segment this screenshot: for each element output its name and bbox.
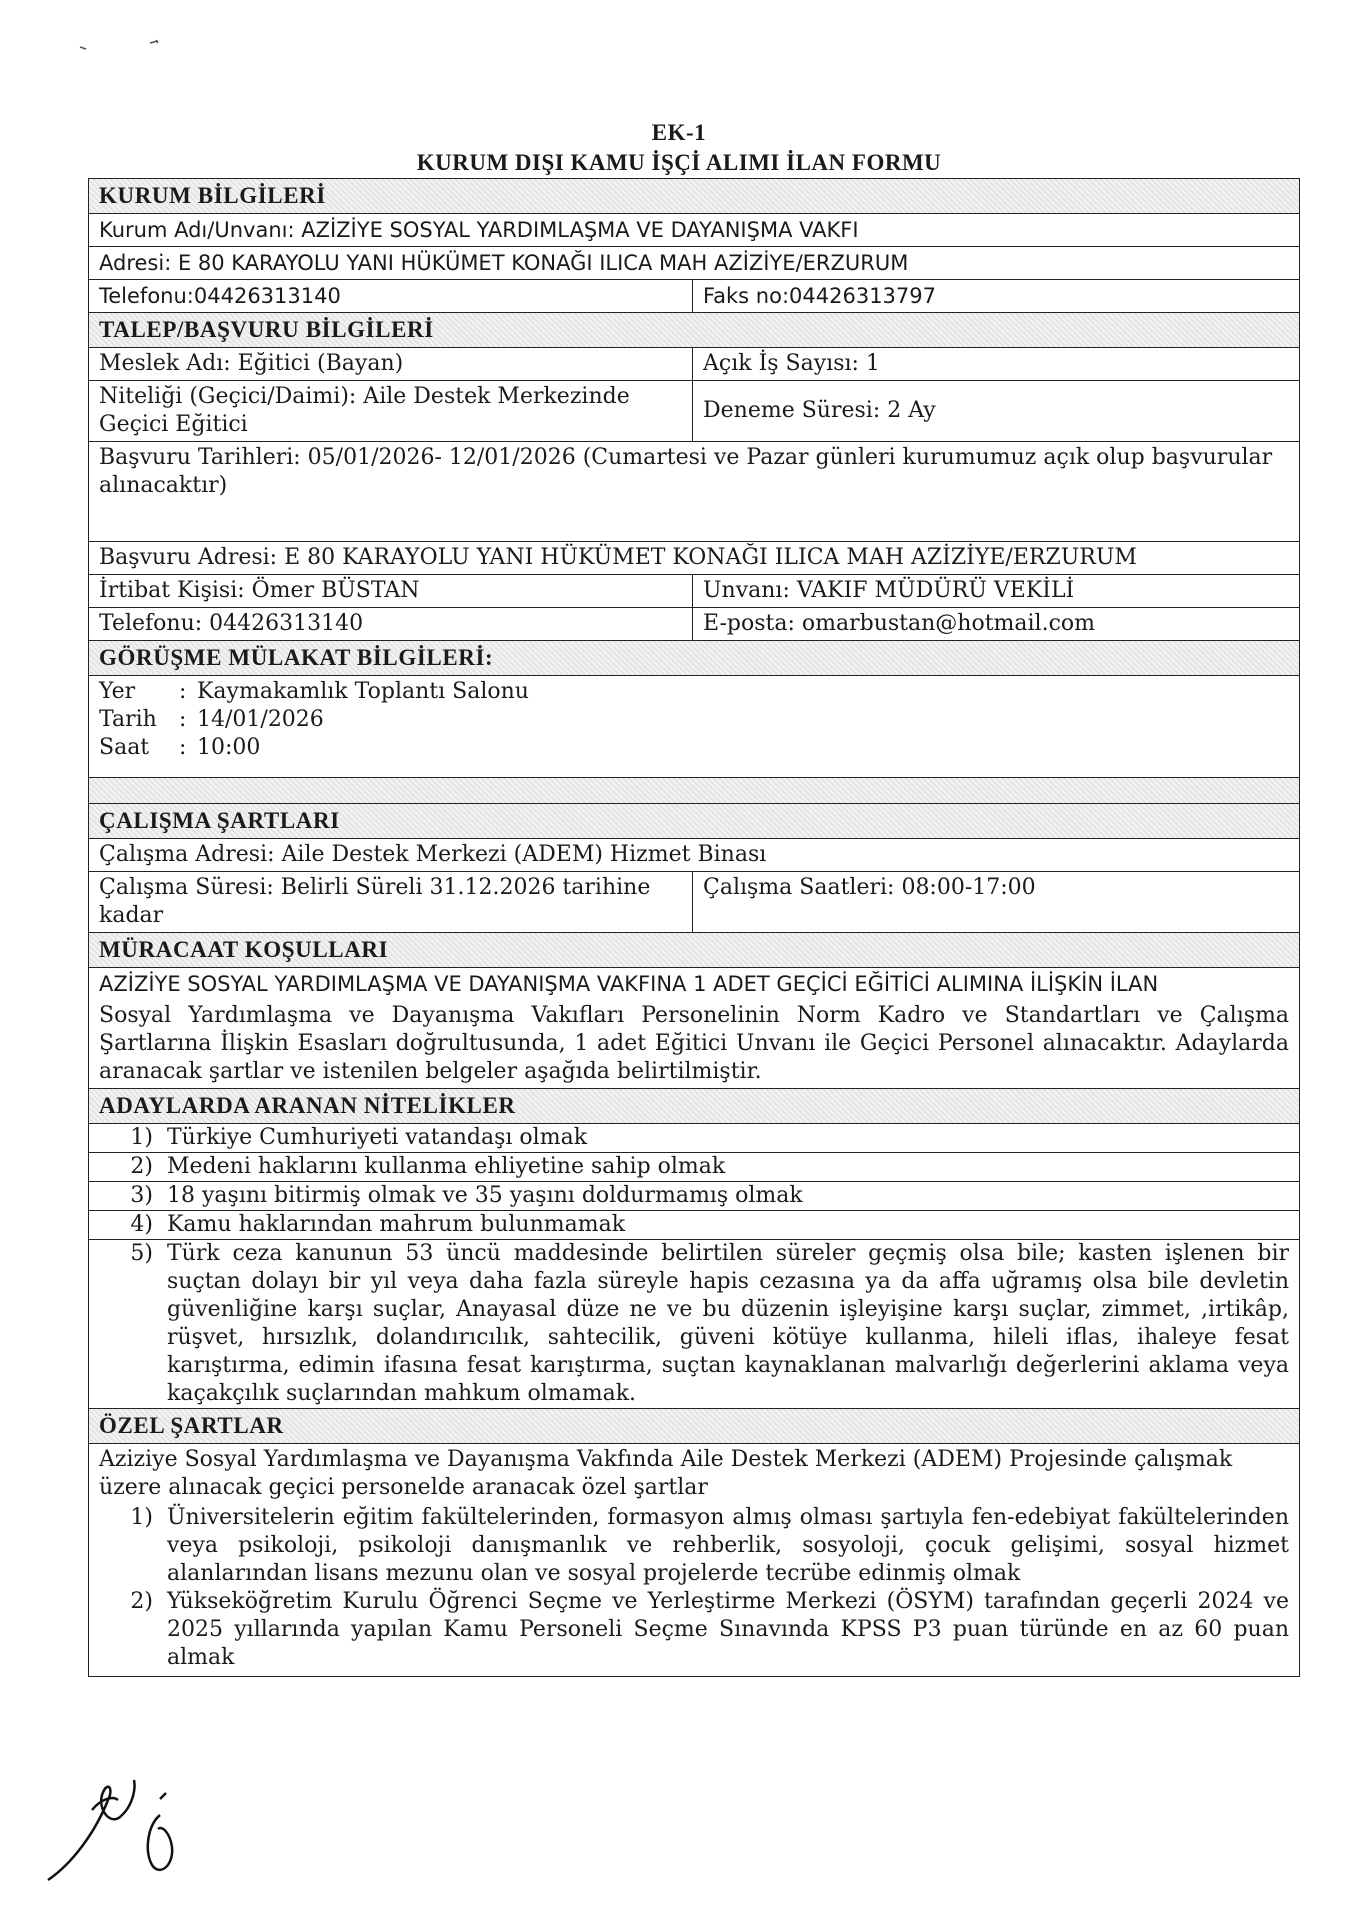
- list-item: [89, 1240, 1299, 1408]
- nature-row: [89, 381, 1299, 442]
- list-item-number: 2): [130, 1589, 153, 1614]
- section-header-calisma: ÇALIŞMA ŞARTLARI: [89, 804, 1299, 839]
- contact-phone: Telefonu: 04426313140: [89, 608, 693, 640]
- interview-time: Saat : 10:00: [99, 735, 261, 760]
- occupation-row: [89, 348, 1299, 381]
- work-address: Çalışma Adresi: Aile Destek Merkezi (ADEM) Hizmet Binası: [89, 839, 1299, 872]
- contact-person: İrtibat Kişisi: Ömer BÜSTAN: [89, 575, 693, 607]
- qualifications-list: [89, 1124, 1299, 1409]
- list-item-text: Medeni haklarını kullanma ehliyetine sahip olmak: [167, 1154, 726, 1179]
- position-nature: Niteliği (Geçici/Daimi): Aile Destek Merkezinde Geçici Eğitici: [89, 381, 693, 441]
- list-item: [89, 1153, 1299, 1182]
- application-conditions: [89, 968, 1299, 1089]
- list-item-number: 3): [130, 1183, 153, 1208]
- institution-phone: Telefonu:04426313140: [89, 280, 693, 312]
- list-item-text: Kamu haklarından mahrum bulunmamak: [167, 1212, 626, 1237]
- contact-phone-row: [89, 608, 1299, 641]
- contact-title: Unvanı: VAKIF MÜDÜRÜ VEKİLİ: [703, 578, 1075, 603]
- announcement-text: Sosyal Yardımlaşma ve Dayanışma Vakıfları Personelinin Norm Kadro ve Standartları ve Çalışma Şartlarına İlişkin Esasları doğrultusunda, 1 adet Eğitici Unvanı ile Geçici Personel alınacaktır. Adaylarda aranacak şartlar ve istenilen belgeler aşağıda belirtilmiştir.: [99, 1003, 1289, 1084]
- interview-place: Yer : Kaymakamlık Toplantı Salonu: [99, 679, 529, 704]
- blank-shaded-row: [89, 778, 1299, 804]
- special-conditions: [89, 1444, 1299, 1677]
- list-item-number: 2): [130, 1154, 153, 1179]
- list-item: [89, 1182, 1299, 1211]
- list-item: [89, 1211, 1299, 1240]
- work-terms-row: [89, 872, 1299, 933]
- section-header-ozel: ÖZEL ŞARTLAR: [89, 1409, 1299, 1444]
- list-item-number: 1): [130, 1505, 153, 1530]
- work-duration: Çalışma Süresi: Belirli Süreli 31.12.2026 tarihine kadar: [89, 872, 693, 932]
- section-header-gorusme: GÖRÜŞME MÜLAKAT BİLGİLERİ:: [89, 641, 1299, 676]
- institution-address: Adresi: E 80 KARAYOLU YANI HÜKÜMET KONAĞI ILICA MAH AZİZİYE/ERZURUM: [89, 247, 1299, 280]
- list-item-number: 4): [130, 1212, 153, 1237]
- section-header-nitelikler: ADAYLARDA ARANAN NİTELİKLER: [89, 1089, 1299, 1124]
- form-title: KURUM DIŞI KAMU İŞÇİ ALIMI İLAN FORMU: [416, 150, 942, 175]
- occupation-name: Meslek Adı: Eğitici (Bayan): [89, 348, 693, 380]
- announcement-title: AZİZİYE SOSYAL YARDIMLAŞMA VE DAYANIŞMA VAKFINA 1 ADET GEÇİCİ EĞİTİCİ ALIMINA İLİŞKİN İLAN: [99, 972, 1159, 996]
- interview-date: Tarih : 14/01/2026: [99, 707, 324, 732]
- application-dates: Başvuru Tarihleri: 05/01/2026- 12/01/2026 (Cumartesi ve Pazar günleri kurumumuz açık olup başvurular alınacaktır): [89, 442, 1299, 542]
- list-item: [89, 1588, 1299, 1672]
- list-item-text: 18 yaşını bitirmiş olmak ve 35 yaşını doldurmamış olmak: [167, 1183, 803, 1208]
- list-item-text: Türk ceza kanunun 53 üncü maddesinde belirtilen süreler geçmiş olsa bile; kasten işlenen bir suçtan dolayı bir yıl veya daha fazla süreyle hapis cezasına ya da affa uğramış olsa bile devletin güvenliğine karşı suçlar, Anayasal düze ne ve bu düzenin işleyişine karşı suçlar, zimmet, ,irtikâp, rüşvet, hırsızlık, dolandırıcılık, sahtecilik, güveni kötüye kullanma, hileli iflas, ihaleye fesat karıştırma, edimin ifasına fesat karıştırma, suçtan kaynaklanan malvarlığı değerlerini aklama veya kaçakçılık suçlarından mahkum olmamak.: [167, 1241, 1289, 1406]
- form-code: EK-1: [651, 120, 707, 145]
- application-form: [88, 178, 1300, 1677]
- work-hours: Çalışma Saatleri: 08:00-17:00: [703, 875, 1036, 900]
- list-item: [89, 1504, 1299, 1588]
- list-item-number: 1): [130, 1125, 153, 1150]
- handwritten-signature: [40, 1755, 210, 1895]
- section-header-talep: TALEP/BAŞVURU BİLGİLERİ: [89, 313, 1299, 348]
- institution-name: Kurum Adı/Unvanı: AZİZİYE SOSYAL YARDIMLAŞMA VE DAYANIŞMA VAKFI: [89, 214, 1299, 247]
- contact-person-row: [89, 575, 1299, 608]
- special-conditions-intro: Aziziye Sosyal Yardımlaşma ve Dayanışma Vakfında Aile Destek Merkezi (ADEM) Projesinde çalışmak üzere alınacak geçici personelde aranacak özel şartlar: [99, 1447, 1233, 1500]
- scan-marks: [70, 35, 170, 55]
- institution-contact-row: [89, 280, 1299, 313]
- list-item-number: 5): [130, 1241, 153, 1266]
- section-header-kurum: KURUM BİLGİLERİ: [89, 178, 1299, 214]
- application-address: Başvuru Adresi: E 80 KARAYOLU YANI HÜKÜMET KONAĞI ILICA MAH AZİZİYE/ERZURUM: [89, 542, 1299, 575]
- contact-email: E-posta: omarbustan@hotmail.com: [703, 611, 1096, 636]
- list-item-text: Yükseköğretim Kurulu Öğrenci Seçme ve Yerleştirme Merkezi (ÖSYM) tarafından geçerli 2024 ve 2025 yıllarında yapılan Kamu Personeli Seçme Sınavında KPSS P3 puan türünde en az 60 puan almak: [167, 1589, 1289, 1670]
- list-item-text: Üniversitelerin eğitim fakültelerinden, formasyon almış olması şartıyla fen-edebiyat fakültelerinden veya psikoloji, psikoloji danışmanlık ve rehberlik, sosyoloji, çocuk gelişimi, sosyal hizmet alanlarından lisans mezunu olan ve sosyal projelerde tecrübe edinmiş olmak: [167, 1505, 1289, 1586]
- list-item-text: Türkiye Cumhuriyeti vatandaşı olmak: [167, 1125, 588, 1150]
- institution-fax: Faks no:04426313797: [703, 284, 936, 308]
- section-header-muracaat: MÜRACAAT KOŞULLARI: [89, 933, 1299, 968]
- list-item: [89, 1124, 1299, 1153]
- interview-details: [89, 676, 1299, 778]
- probation-period: Deneme Süresi: 2 Ay: [703, 398, 936, 423]
- open-positions: Açık İş Sayısı: 1: [703, 351, 880, 376]
